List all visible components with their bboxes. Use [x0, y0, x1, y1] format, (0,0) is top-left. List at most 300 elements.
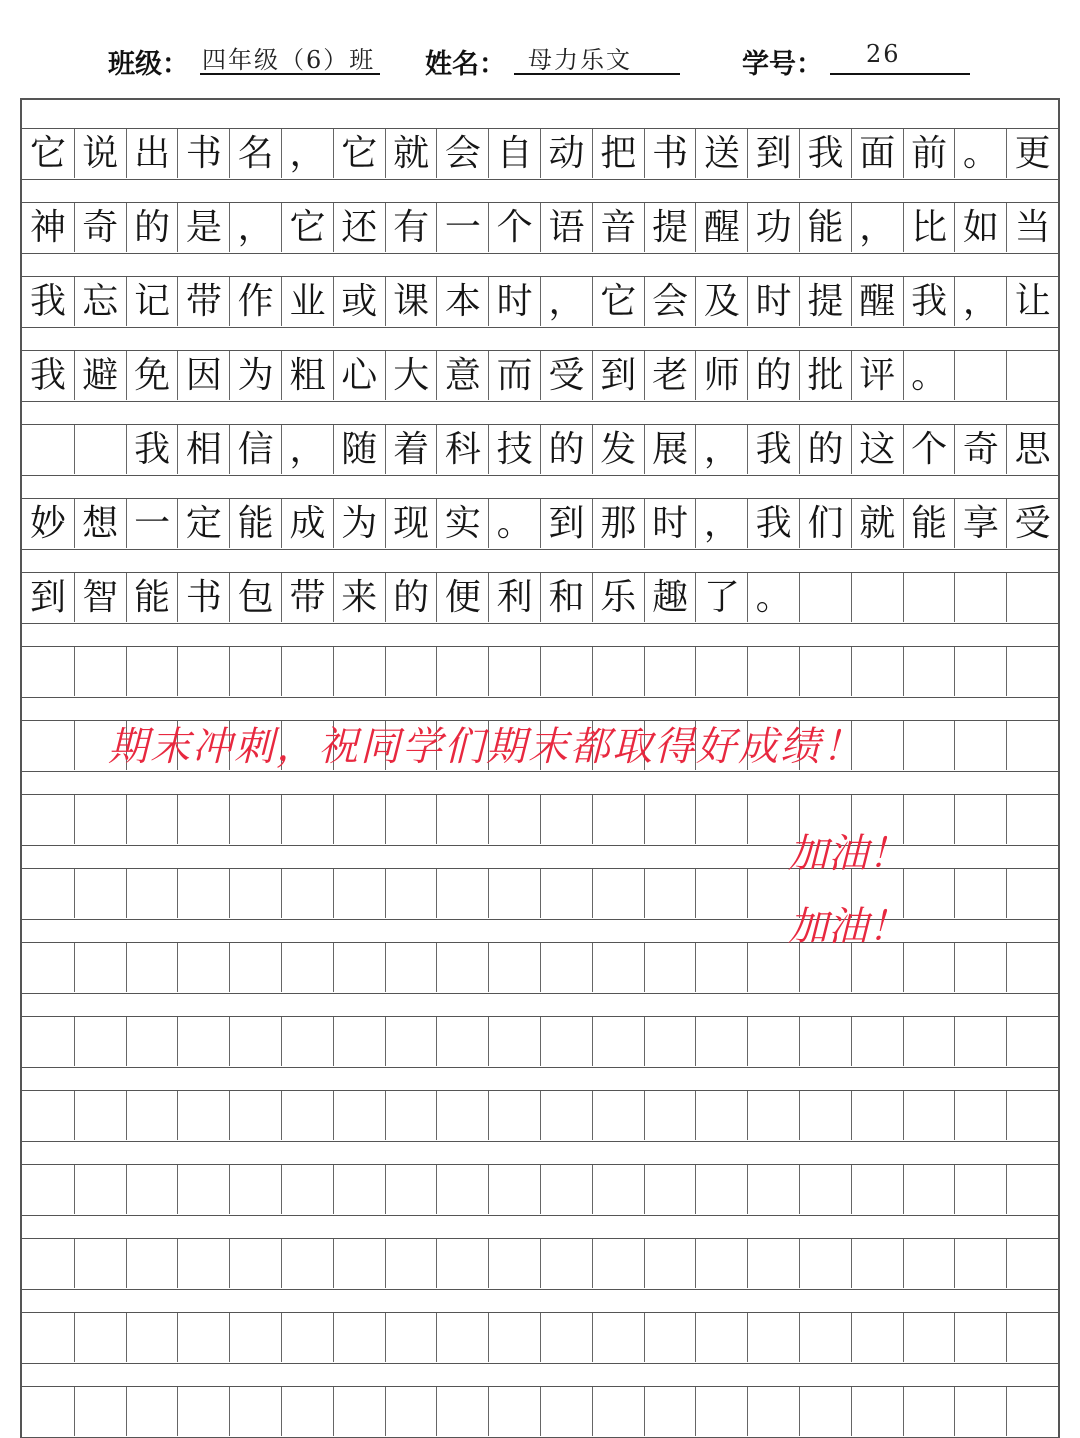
grid-cell: [281, 795, 333, 844]
grid-cell: [22, 795, 74, 844]
grid-cell: 便: [436, 573, 488, 622]
grid-cell: [903, 1017, 955, 1066]
grid-cell: 就: [385, 129, 437, 178]
grid-cell: 更: [1006, 129, 1058, 178]
grid-cell: [488, 795, 540, 844]
grid-cell: [903, 1091, 955, 1140]
grid-cell: [74, 1165, 126, 1214]
grid-cell: 神: [29, 207, 66, 248]
grid-cell: [333, 647, 385, 696]
grid-cell: [229, 1165, 281, 1214]
student-no-label: 学号：: [742, 49, 823, 80]
grid-cell: [74, 795, 126, 844]
grid-cell: [22, 721, 74, 770]
grid-cell: [74, 1239, 126, 1288]
grid-cell: [126, 1387, 178, 1436]
grid-cell: [540, 647, 592, 696]
grid-cell: [954, 1091, 1006, 1140]
grid-cell: 带: [177, 277, 229, 326]
grid-cell: [177, 1313, 229, 1362]
grid-cell: 带: [281, 573, 333, 622]
student-no-value: 26: [866, 40, 901, 68]
grid-row: [22, 646, 1058, 698]
grid-cell: 它: [29, 133, 66, 174]
grid-cell: [22, 1091, 74, 1140]
grid-cell: 出: [126, 129, 178, 178]
grid-cell: [229, 1313, 281, 1362]
grid-cell: [799, 1239, 851, 1288]
grid-cell: [799, 573, 851, 622]
grid-cell: 到: [540, 499, 592, 548]
grid-cell: [592, 869, 644, 918]
grid-cell: 记: [126, 277, 178, 326]
teacher-cheer-note-2: 加油！: [788, 904, 908, 950]
grid-cell: [540, 943, 592, 992]
grid-cell: 面: [851, 129, 903, 178]
grid-cell: [954, 647, 1006, 696]
grid-cell: 心: [333, 351, 385, 400]
grid-cell: 一: [436, 203, 488, 252]
grid-cell: [126, 1017, 178, 1066]
grid-cell: 大: [385, 351, 437, 400]
grid-cell: [1006, 573, 1058, 622]
grid-cell: 能: [903, 499, 955, 548]
grid-row: [22, 1312, 1058, 1364]
grid-cell: [488, 869, 540, 918]
grid-cell: 。: [954, 129, 1006, 178]
grid-cell: [177, 869, 229, 918]
grid-cell: [747, 1313, 799, 1362]
grid-cell: [1006, 869, 1058, 918]
grid-cell: [74, 1091, 126, 1140]
grid-cell: 送: [695, 129, 747, 178]
class-value: 四年级（6）班: [202, 46, 376, 74]
grid-cell: [333, 1313, 385, 1362]
grid-cell: 利: [488, 573, 540, 622]
grid-cell: [488, 1165, 540, 1214]
grid-cell: [954, 1165, 1006, 1214]
grid-cell: 到: [29, 577, 66, 618]
grid-cell: [1006, 943, 1058, 992]
grid-cell: [592, 1165, 644, 1214]
grid-cell: 着: [385, 425, 437, 474]
grid-row: [22, 1016, 1058, 1068]
grid-cell: 享: [954, 499, 1006, 548]
grid-cell: [903, 647, 955, 696]
grid-cell: [229, 647, 281, 696]
grid-cell: 它: [281, 203, 333, 252]
grid-cell: [22, 1017, 74, 1066]
grid-cell: [695, 1387, 747, 1436]
grid-cell: [22, 1387, 74, 1436]
grid-cell: [488, 1239, 540, 1288]
grid-cell: [903, 1313, 955, 1362]
grid-cell: [954, 721, 1006, 770]
grid-cell: 个: [903, 425, 955, 474]
grid-cell: [1006, 1017, 1058, 1066]
grid-cell: 智: [74, 573, 126, 622]
grid-cell: [74, 943, 126, 992]
grid-cell: 比: [903, 203, 955, 252]
grid-cell: 我: [903, 277, 955, 326]
grid-cell: ，: [281, 425, 333, 474]
grid-cell: [540, 1239, 592, 1288]
grid-cell: 或: [333, 277, 385, 326]
worksheet-header: [0, 0, 1080, 100]
grid-cell: 个: [488, 203, 540, 252]
grid-cell: [695, 1313, 747, 1362]
grid-cell: [436, 647, 488, 696]
grid-cell: [488, 1091, 540, 1140]
grid-cell: [488, 1313, 540, 1362]
grid-cell: [229, 1387, 281, 1436]
grid-cell: 意: [436, 351, 488, 400]
grid-cell: [954, 1313, 1006, 1362]
name-label: 姓名：: [425, 49, 506, 80]
grid-cell: [126, 647, 178, 696]
grid-cell: 为: [229, 351, 281, 400]
name-value: 母力乐文: [528, 46, 632, 74]
grid-cell: [644, 795, 696, 844]
grid-cell: [333, 869, 385, 918]
grid-cell: 为: [333, 499, 385, 548]
grid-cell: ，: [851, 203, 903, 252]
grid-cell: [126, 1313, 178, 1362]
grid-cell: 乐: [592, 573, 644, 622]
grid-cell: [1006, 795, 1058, 844]
grid-cell: 想: [74, 499, 126, 548]
grid-row: [22, 572, 1058, 624]
grid-cell: [695, 1239, 747, 1288]
grid-cell: [644, 1091, 696, 1140]
grid-cell: 书: [644, 129, 696, 178]
grid-cell: [22, 869, 74, 918]
grid-cell: [74, 869, 126, 918]
grid-cell: [954, 795, 1006, 844]
grid-cell: [799, 647, 851, 696]
grid-cell: 的: [385, 573, 437, 622]
grid-cell: [903, 721, 955, 770]
grid-cell: [851, 1387, 903, 1436]
grid-cell: [903, 869, 955, 918]
grid-cell: [436, 1239, 488, 1288]
grid-cell: 妙: [29, 503, 66, 544]
grid-cell: [954, 943, 1006, 992]
grid-cell: 自: [488, 129, 540, 178]
grid-cell: [592, 1091, 644, 1140]
grid-cell: [695, 647, 747, 696]
grid-row: [22, 1090, 1058, 1142]
grid-cell: [592, 1387, 644, 1436]
grid-cell: 那: [592, 499, 644, 548]
grid-cell: 避: [74, 351, 126, 400]
grid-cell: [333, 1387, 385, 1436]
grid-cell: [74, 1387, 126, 1436]
grid-cell: 时: [644, 499, 696, 548]
grid-cell: [644, 1239, 696, 1288]
grid-cell: [436, 1017, 488, 1066]
grid-cell: 醒: [695, 203, 747, 252]
grid-cell: [281, 1239, 333, 1288]
grid-cell: 能: [126, 573, 178, 622]
grid-cell: 时: [488, 277, 540, 326]
grid-cell: [1006, 1387, 1058, 1436]
grid-cell: [695, 795, 747, 844]
grid-cell: [1006, 1239, 1058, 1288]
grid-cell: 因: [177, 351, 229, 400]
grid-cell: 奇: [74, 203, 126, 252]
grid-cell: 老: [644, 351, 696, 400]
grid-cell: [592, 943, 644, 992]
grid-cell: [126, 1165, 178, 1214]
grid-cell: [385, 1239, 437, 1288]
student-no-underline: [830, 73, 970, 75]
grid-cell: 我: [747, 425, 799, 474]
grid-cell: [592, 795, 644, 844]
grid-cell: [488, 943, 540, 992]
grid-cell: [644, 647, 696, 696]
grid-cell: 随: [333, 425, 385, 474]
grid-cell: [436, 869, 488, 918]
grid-cell: [799, 1165, 851, 1214]
grid-cell: [747, 1017, 799, 1066]
grid-cell: 受: [1006, 499, 1058, 548]
grid-cell: [436, 1387, 488, 1436]
grid-cell: 时: [747, 277, 799, 326]
grid-row: [22, 424, 1058, 476]
grid-cell: 我: [799, 129, 851, 178]
grid-cell: [954, 869, 1006, 918]
grid-cell: 免: [126, 351, 178, 400]
grid-cell: 发: [592, 425, 644, 474]
grid-cell: ，: [229, 203, 281, 252]
grid-cell: [488, 1387, 540, 1436]
grid-cell: ，: [540, 277, 592, 326]
class-underline: [200, 73, 380, 75]
grid-cell: [695, 1165, 747, 1214]
grid-cell: 我: [747, 499, 799, 548]
grid-cell: [436, 1165, 488, 1214]
grid-cell: [799, 1091, 851, 1140]
grid-cell: [333, 1017, 385, 1066]
grid-cell: [177, 647, 229, 696]
grid-cell: [644, 869, 696, 918]
grid-cell: [333, 1239, 385, 1288]
grid-cell: 评: [851, 351, 903, 400]
grid-cell: [385, 795, 437, 844]
class-label: 班级：: [108, 49, 189, 80]
grid-cell: 技: [488, 425, 540, 474]
grid-cell: 会: [436, 129, 488, 178]
grid-cell: 书: [177, 129, 229, 178]
grid-cell: [74, 425, 126, 474]
grid-cell: 课: [385, 277, 437, 326]
grid-cell: [540, 795, 592, 844]
grid-cell: [851, 1239, 903, 1288]
grid-cell: 而: [488, 351, 540, 400]
grid-cell: [695, 1091, 747, 1140]
grid-cell: [385, 1165, 437, 1214]
grid-cell: [22, 943, 74, 992]
grid-cell: [747, 1387, 799, 1436]
grid-cell: [540, 1017, 592, 1066]
grid-cell: 奇: [954, 425, 1006, 474]
grid-cell: 这: [851, 425, 903, 474]
grid-cell: 提: [644, 203, 696, 252]
grid-cell: [1006, 721, 1058, 770]
grid-cell: 批: [799, 351, 851, 400]
grid-cell: [954, 351, 1006, 400]
grid-cell: [799, 1387, 851, 1436]
grid-cell: [385, 1017, 437, 1066]
grid-cell: [22, 1239, 74, 1288]
grid-cell: [281, 1387, 333, 1436]
grid-cell: [436, 943, 488, 992]
grid-cell: [954, 1239, 1006, 1288]
grid-cell: 前: [903, 129, 955, 178]
grid-cell: [74, 647, 126, 696]
teacher-cheer-note-1: 加油！: [788, 831, 908, 877]
grid-cell: [799, 1017, 851, 1066]
grid-cell: 我: [29, 355, 66, 396]
grid-cell: 一: [126, 499, 178, 548]
grid-cell: 把: [592, 129, 644, 178]
grid-cell: [229, 1017, 281, 1066]
grid-cell: [22, 647, 74, 696]
grid-cell: [954, 1017, 1006, 1066]
grid-cell: [126, 1239, 178, 1288]
grid-cell: 的: [799, 425, 851, 474]
grid-cell: [903, 573, 955, 622]
grid-cell: [281, 943, 333, 992]
grid-cell: [385, 1387, 437, 1436]
grid-cell: [385, 1091, 437, 1140]
grid-cell: [229, 943, 281, 992]
grid-cell: [229, 1239, 281, 1288]
grid-cell: 是: [177, 203, 229, 252]
grid-cell: [281, 1091, 333, 1140]
grid-cell: [177, 943, 229, 992]
grid-cell: [229, 869, 281, 918]
grid-cell: [592, 1313, 644, 1362]
grid-cell: 了: [695, 573, 747, 622]
grid-cell: 来: [333, 573, 385, 622]
grid-row: [22, 350, 1058, 402]
grid-cell: [333, 1165, 385, 1214]
grid-cell: [695, 869, 747, 918]
grid-cell: [592, 1239, 644, 1288]
grid-cell: 功: [747, 203, 799, 252]
grid-cell: [851, 1165, 903, 1214]
grid-cell: [695, 943, 747, 992]
grid-cell: 名: [229, 129, 281, 178]
grid-cell: [644, 1387, 696, 1436]
grid-cell: 醒: [851, 277, 903, 326]
grid-cell: 思: [1006, 425, 1058, 474]
grid-cell: [540, 1091, 592, 1140]
grid-cell: [747, 647, 799, 696]
grid-cell: [903, 943, 955, 992]
grid-cell: 就: [851, 499, 903, 548]
grid-cell: [436, 795, 488, 844]
grid-cell: 。: [488, 499, 540, 548]
grid-cell: [1006, 1091, 1058, 1140]
grid-cell: [903, 1387, 955, 1436]
grid-row: [22, 276, 1058, 328]
grid-cell: [540, 869, 592, 918]
grid-cell: 。: [747, 573, 799, 622]
grid-cell: 提: [799, 277, 851, 326]
grid-cell: 音: [592, 203, 644, 252]
grid-cell: 业: [281, 277, 333, 326]
grid-row: [22, 498, 1058, 550]
grid-cell: [644, 1165, 696, 1214]
grid-cell: [177, 795, 229, 844]
grid-cell: 们: [799, 499, 851, 548]
grid-cell: 本: [436, 277, 488, 326]
grid-cell: 的: [747, 351, 799, 400]
grid-cell: [281, 647, 333, 696]
grid-cell: 会: [644, 277, 696, 326]
grid-cell: 当: [1006, 203, 1058, 252]
grid-cell: 我: [126, 425, 178, 474]
grid-cell: 成: [281, 499, 333, 548]
grid-cell: 能: [799, 203, 851, 252]
grid-row: [22, 128, 1058, 180]
grid-cell: [644, 1017, 696, 1066]
grid-cell: [177, 1239, 229, 1288]
grid-cell: [385, 647, 437, 696]
grid-cell: 和: [540, 573, 592, 622]
grid-cell: [126, 869, 178, 918]
grid-cell: [281, 1165, 333, 1214]
grid-cell: [592, 647, 644, 696]
grid-cell: 师: [695, 351, 747, 400]
grid-cell: [695, 1017, 747, 1066]
grid-cell: [540, 1387, 592, 1436]
grid-row: [22, 1238, 1058, 1290]
grid-cell: 有: [385, 203, 437, 252]
grid-cell: [281, 1313, 333, 1362]
grid-cell: 语: [540, 203, 592, 252]
grid-cell: 能: [229, 499, 281, 548]
grid-row: [22, 1164, 1058, 1216]
grid-cell: 书: [177, 573, 229, 622]
grid-cell: 作: [229, 277, 281, 326]
grid-cell: [333, 1091, 385, 1140]
grid-cell: [747, 1165, 799, 1214]
grid-cell: 忘: [74, 277, 126, 326]
grid-cell: [436, 1091, 488, 1140]
grid-cell: 让: [1006, 277, 1058, 326]
grid-cell: 它: [592, 277, 644, 326]
grid-cell: 的: [540, 425, 592, 474]
grid-cell: ，: [695, 425, 747, 474]
grid-cell: [74, 1017, 126, 1066]
grid-cell: 。: [903, 351, 955, 400]
grid-cell: [954, 573, 1006, 622]
grid-cell: 到: [592, 351, 644, 400]
grid-cell: 说: [74, 129, 126, 178]
name-underline: [514, 73, 680, 75]
grid-cell: 现: [385, 499, 437, 548]
grid-cell: ，: [695, 499, 747, 548]
grid-cell: [22, 1313, 74, 1362]
grid-cell: [644, 1313, 696, 1362]
grid-cell: [747, 1091, 799, 1140]
grid-cell: ，: [954, 277, 1006, 326]
grid-cell: 到: [747, 129, 799, 178]
